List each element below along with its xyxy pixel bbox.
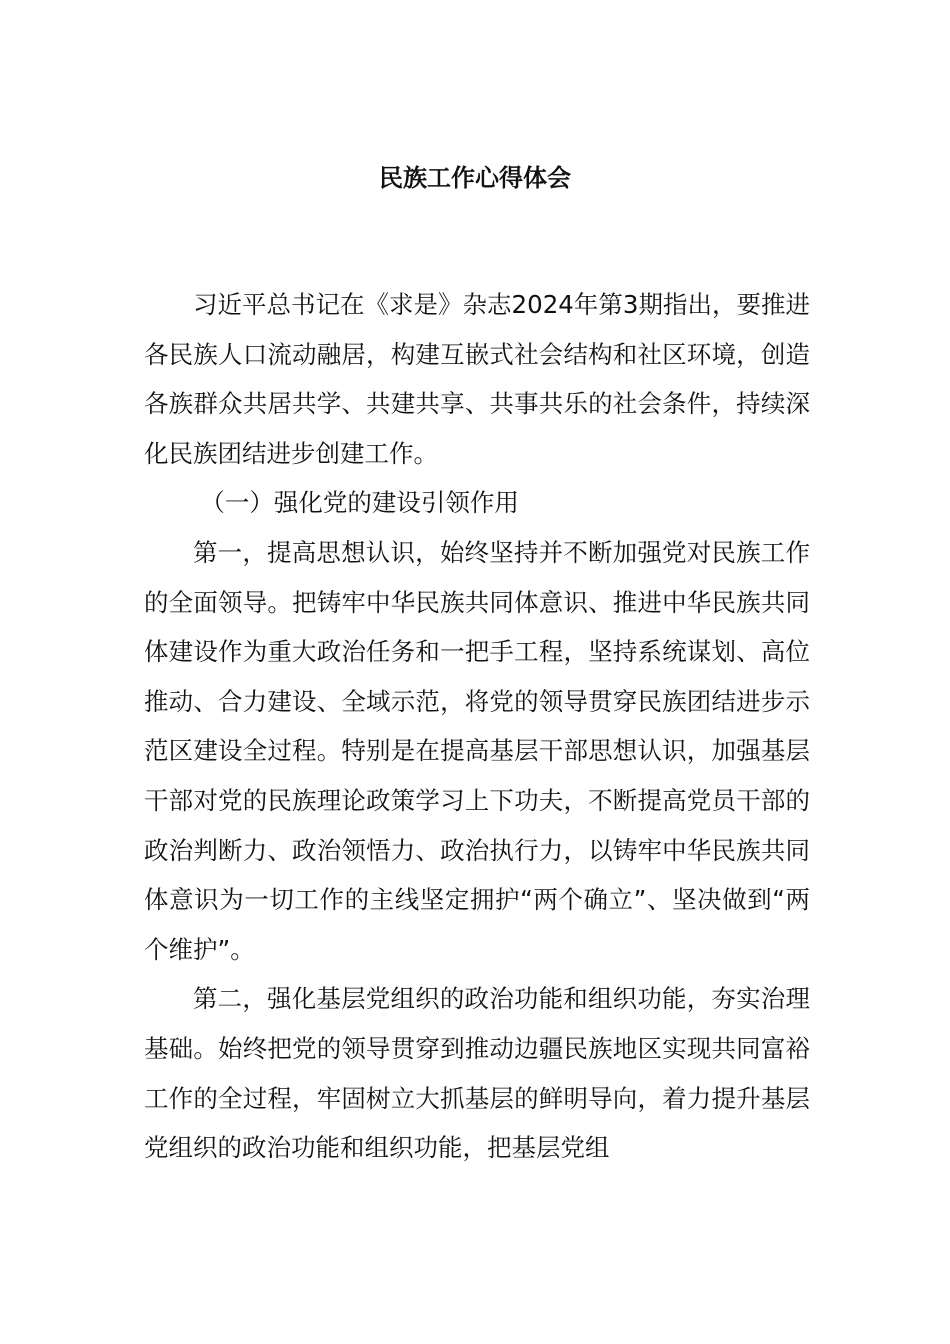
- paragraph-second: 第二，强化基层党组织的政治功能和组织功能，夯实治理基础。始终把党的领导贯穿到推动边疆民族地区实现共同富裕工作的全过程，牢固树立大抓基层的鲜明导向，着力提升基层党组织的政治功能和组织功能，把基层党组: [144, 984, 810, 1163]
- paragraph-first: 第一，提高思想认识，始终坚持并不断加强党对民族工作的全面领导。把铸牢中华民族共同体意识、推进中华民族共同体建设作为重大政治任务和一把手工程，坚持系统谋划、高位推动、合力建设、全域示范，将党的领导贯穿民族团结进步示范区建设全过程。特别是在提高基层干部思想认识，加强基层干部对党的民族理论政策学习上下功夫，不断提高党员干部的政治判断力、政治领悟力、政治执行力，以铸牢中华民族共同体意识为一切工作的主线坚定拥护“两个确立”、坚决做到“两个维护”。: [144, 537, 810, 964]
- document-body: [144, 280, 810, 1173]
- section-heading: （一）强化党的建设引领作用: [200, 488, 519, 518]
- paragraph-intro: 习近平总书记在《求是》杂志2024年第3期指出，要推进各民族人口流动融居，构建互嵌式社会结构和社区环境，创造各族群众共居共学、共建共享、共事共乐的社会条件，持续深化民族团结进步创建工作。: [144, 290, 810, 468]
- document-title: 民族工作心得体会: [379, 164, 571, 192]
